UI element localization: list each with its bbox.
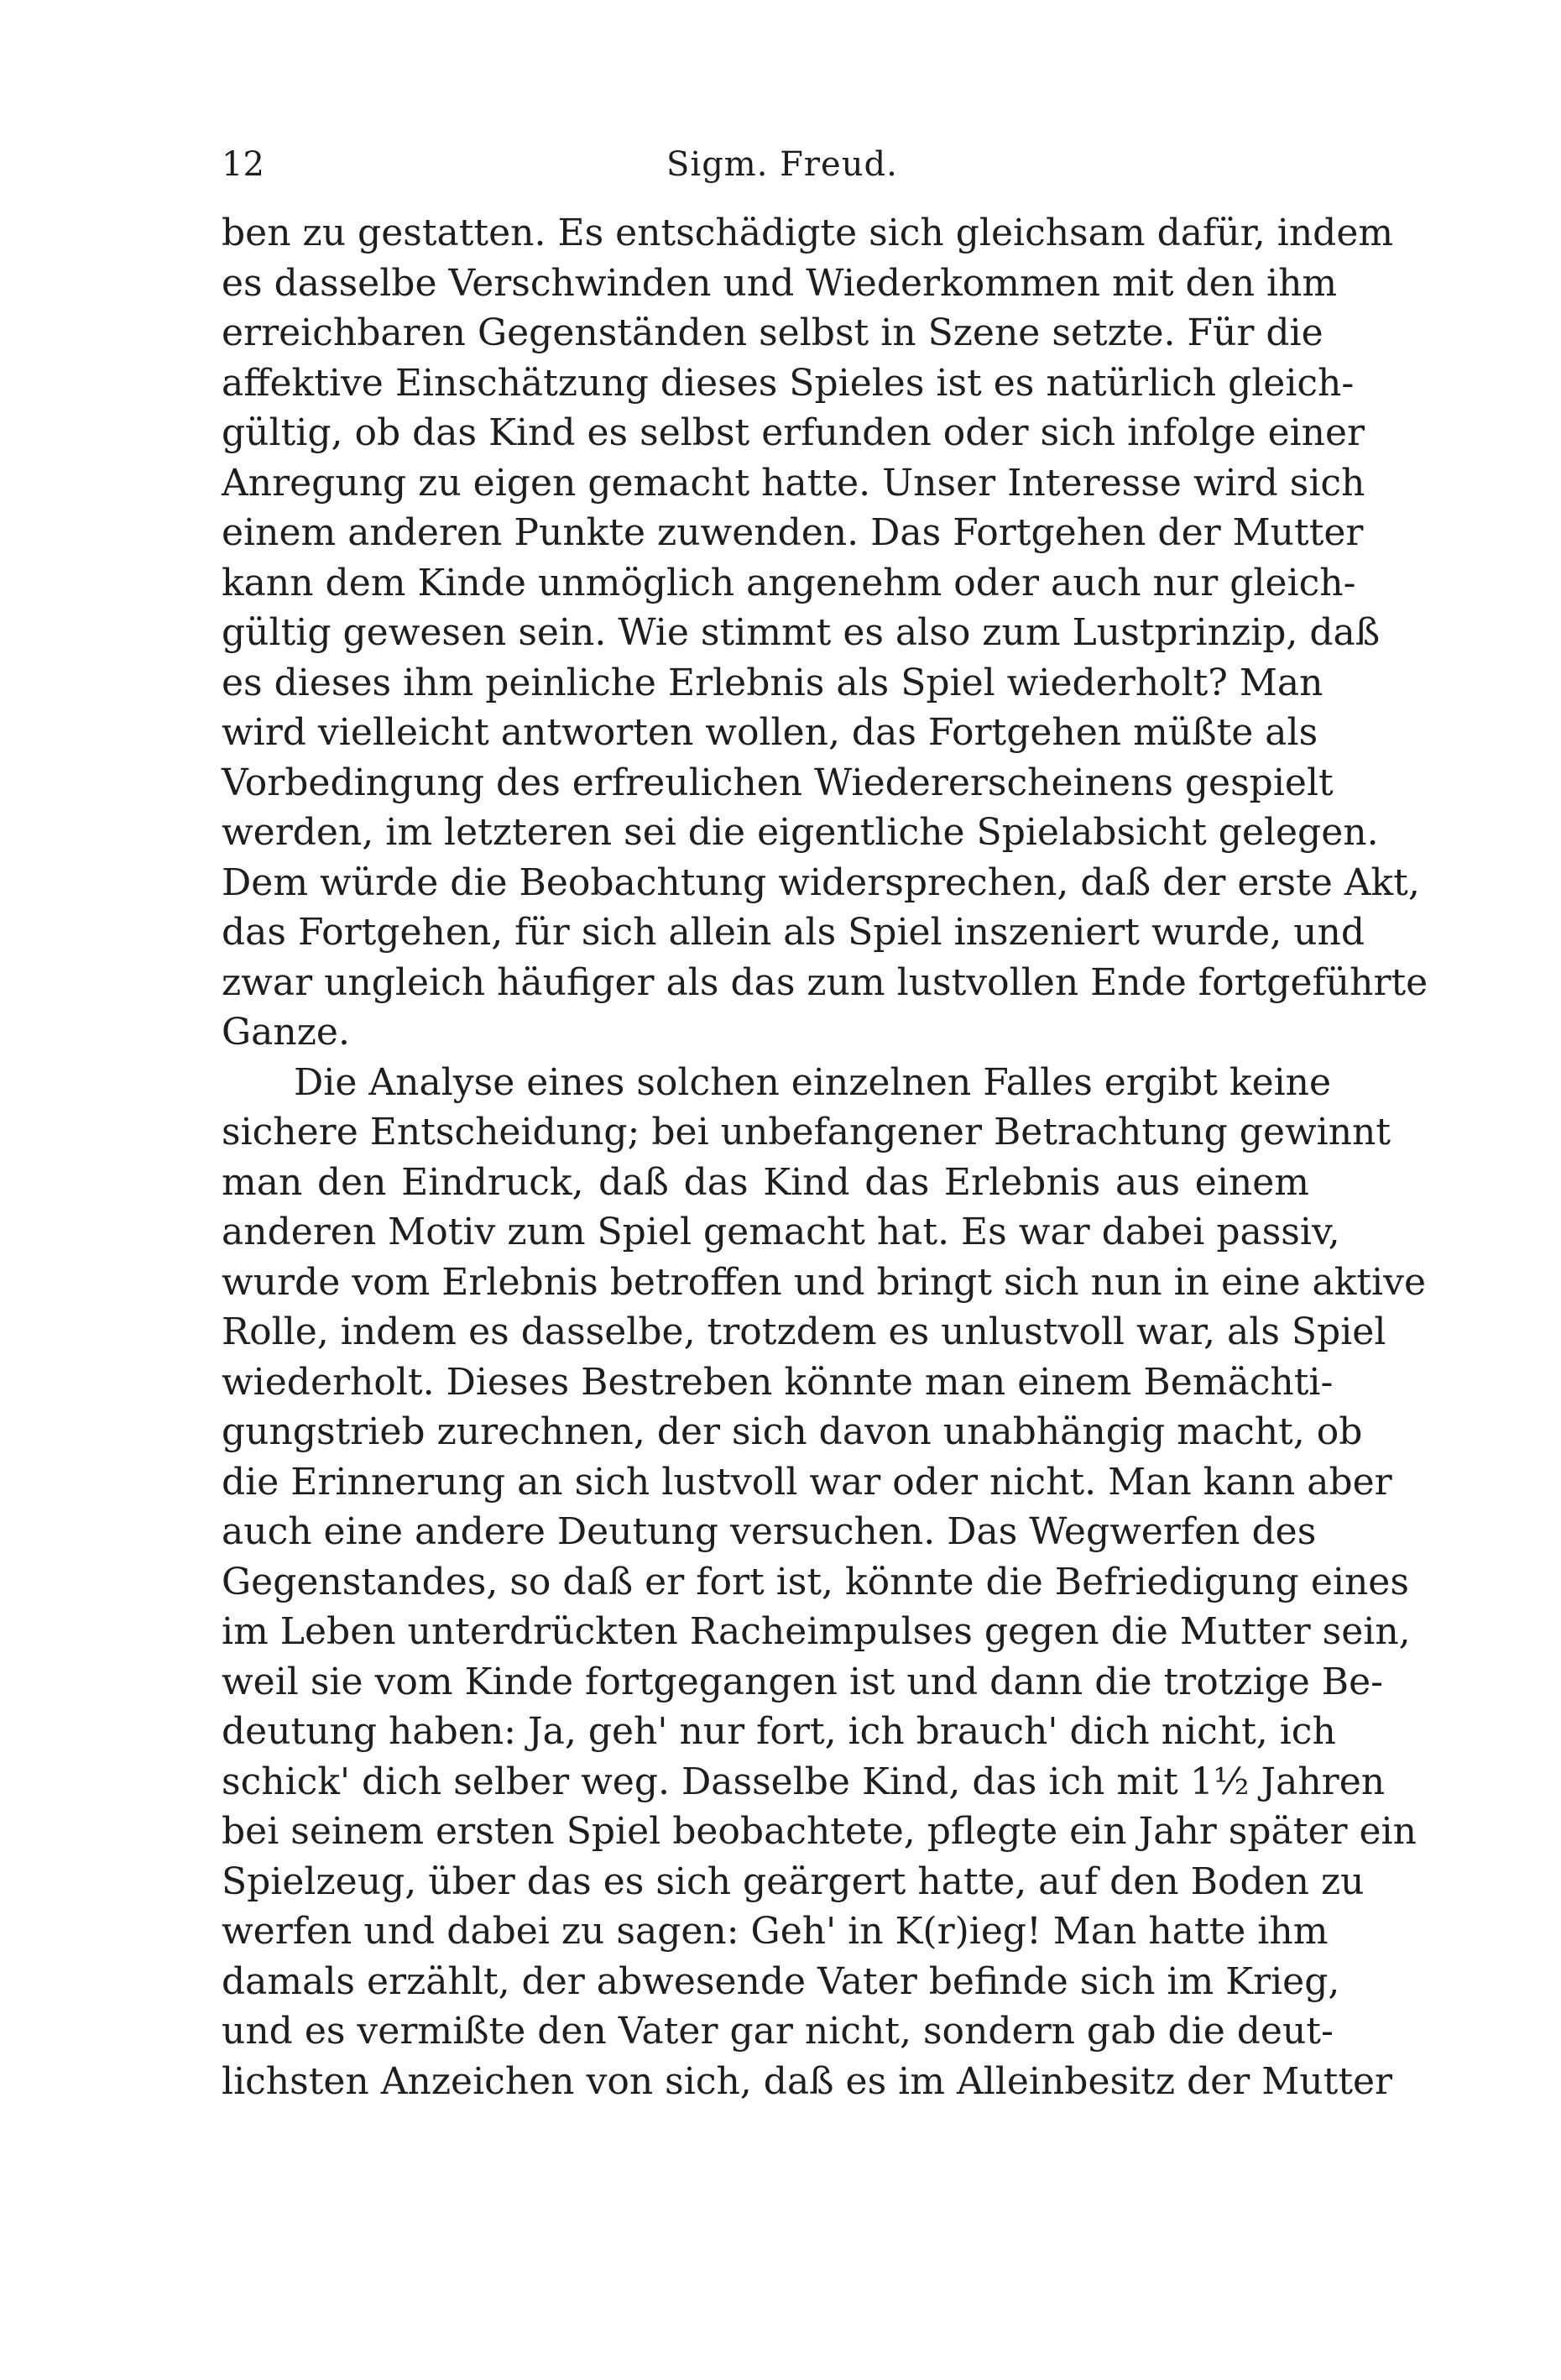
text-line: werfen und dabei zu sagen: Geh' in K(r)ieg! Man hatte ihm xyxy=(222,1910,1329,1953)
text-line: es dieses ihm peinliche Erlebnis als Spiel wiederholt? Man xyxy=(222,661,1323,704)
text-line: gungstrieb zurechnen, der sich davon unabhängig macht, ob xyxy=(222,1410,1363,1453)
text-line: die Erinnerung an sich lustvoll war oder nicht. Man kann aber xyxy=(222,1460,1392,1504)
page-number: 12 xyxy=(222,145,264,184)
text-line: Dem würde die Beobachtung widersprechen, daß der erste Akt, xyxy=(222,860,1420,904)
text-line: Rolle, indem es dasselbe, trotzdem es unlustvoll war, als Spiel xyxy=(222,1310,1386,1353)
text-line: gültig gewesen sein. Wie stimmt es also zum Lustprinzip, daß xyxy=(222,611,1381,654)
paragraph xyxy=(222,1058,1427,2107)
text-line: damals erzählt, der abwesende Vater befinde sich im Krieg, xyxy=(222,1959,1340,2003)
text-line: und es vermißte den Vater gar nicht, sondern gab die deut- xyxy=(222,2010,1334,2053)
text-line: anderen Motiv zum Spiel gemacht hat. Es war dabei passiv, xyxy=(222,1211,1340,1253)
text-line: Spielzeug, über das es sich geärgert hatte, auf den Boden zu xyxy=(222,1860,1365,1903)
text-line: wurde vom Erlebnis betroffen und bringt sich nun in eine aktive xyxy=(222,1260,1427,1304)
text-line: bei seinem ersten Spiel beobachtete, pflegte ein Jahr später ein xyxy=(222,1810,1417,1853)
text-line: Gegenstandes, so daß er fort ist, könnte die Befriedigung eines xyxy=(222,1560,1409,1603)
text-line: im Leben unterdrückten Racheimpulses gegen die Mutter sein, xyxy=(222,1610,1411,1653)
paragraph xyxy=(222,208,1428,1058)
text-line: man den Eindruck, daß das Kind das Erlebnis aus einem xyxy=(222,1160,1309,1204)
text-line: gültig, ob das Kind es selbst erfunden oder sich infolge einer xyxy=(222,411,1365,454)
page-header xyxy=(222,141,1313,188)
text-line: Die Analyse eines solchen einzelnen Falles ergibt keine xyxy=(294,1060,1332,1104)
running-head: Sigm. Freud. xyxy=(666,145,898,184)
text-line: sichere Entscheidung; bei unbefangener Betrachtung gewinnt xyxy=(222,1111,1391,1153)
text-line: Ganze. xyxy=(222,1011,350,1054)
text-line: affektive Einschätzung dieses Spieles ist es natürlich gleich- xyxy=(222,361,1355,405)
text-line: wird vielleicht antworten wollen, das Fortgehen müßte als xyxy=(222,711,1318,754)
text-line: ben zu gestatten. Es entschädigte sich gleichsam dafür, indem xyxy=(222,212,1394,254)
text-line: einem anderen Punkte zuwenden. Das Fortgehen der Mutter xyxy=(222,511,1364,554)
text-line: es dasselbe Verschwinden und Wiederkommen mit den ihm xyxy=(222,261,1338,305)
body-text xyxy=(222,208,1428,2106)
text-line: das Fortgehen, für sich allein als Spiel inszeniert wurde, und xyxy=(222,911,1365,954)
text-line: zwar ungleich häufiger als das zum lustvollen Ende fortgeführte xyxy=(222,960,1428,1004)
text-line: lichsten Anzeichen von sich, daß es im Alleinbesitz der Mutter xyxy=(222,2059,1393,2103)
text-line: werden, im letzteren sei die eigentliche Spielabsicht gelegen. xyxy=(222,811,1379,854)
text-line: wiederholt. Dieses Bestreben könnte man einem Bemächti- xyxy=(222,1360,1334,1404)
text-line: kann dem Kinde unmöglich angenehm oder auch nur gleich- xyxy=(222,561,1356,604)
text-line: erreichbaren Gegenständen selbst in Szene setzte. Für die xyxy=(222,311,1323,354)
text-line: Anregung zu eigen gemacht hatte. Unser Interesse wird sich xyxy=(222,461,1365,505)
text-line: deutung haben: Ja, geh' nur fort, ich brauch' dich nicht, ich xyxy=(222,1710,1336,1753)
text-line: schick' dich selber weg. Dasselbe Kind, das ich mit 1½ Jahren xyxy=(222,1760,1386,1803)
text-line: auch eine andere Deutung versuchen. Das Wegwerfen des xyxy=(222,1510,1317,1553)
text-line: weil sie vom Kinde fortgegangen ist und dann die trotzige Be- xyxy=(222,1660,1384,1703)
text-line: Vorbedingung des erfreulichen Wiedererscheinens gespielt xyxy=(222,761,1334,804)
